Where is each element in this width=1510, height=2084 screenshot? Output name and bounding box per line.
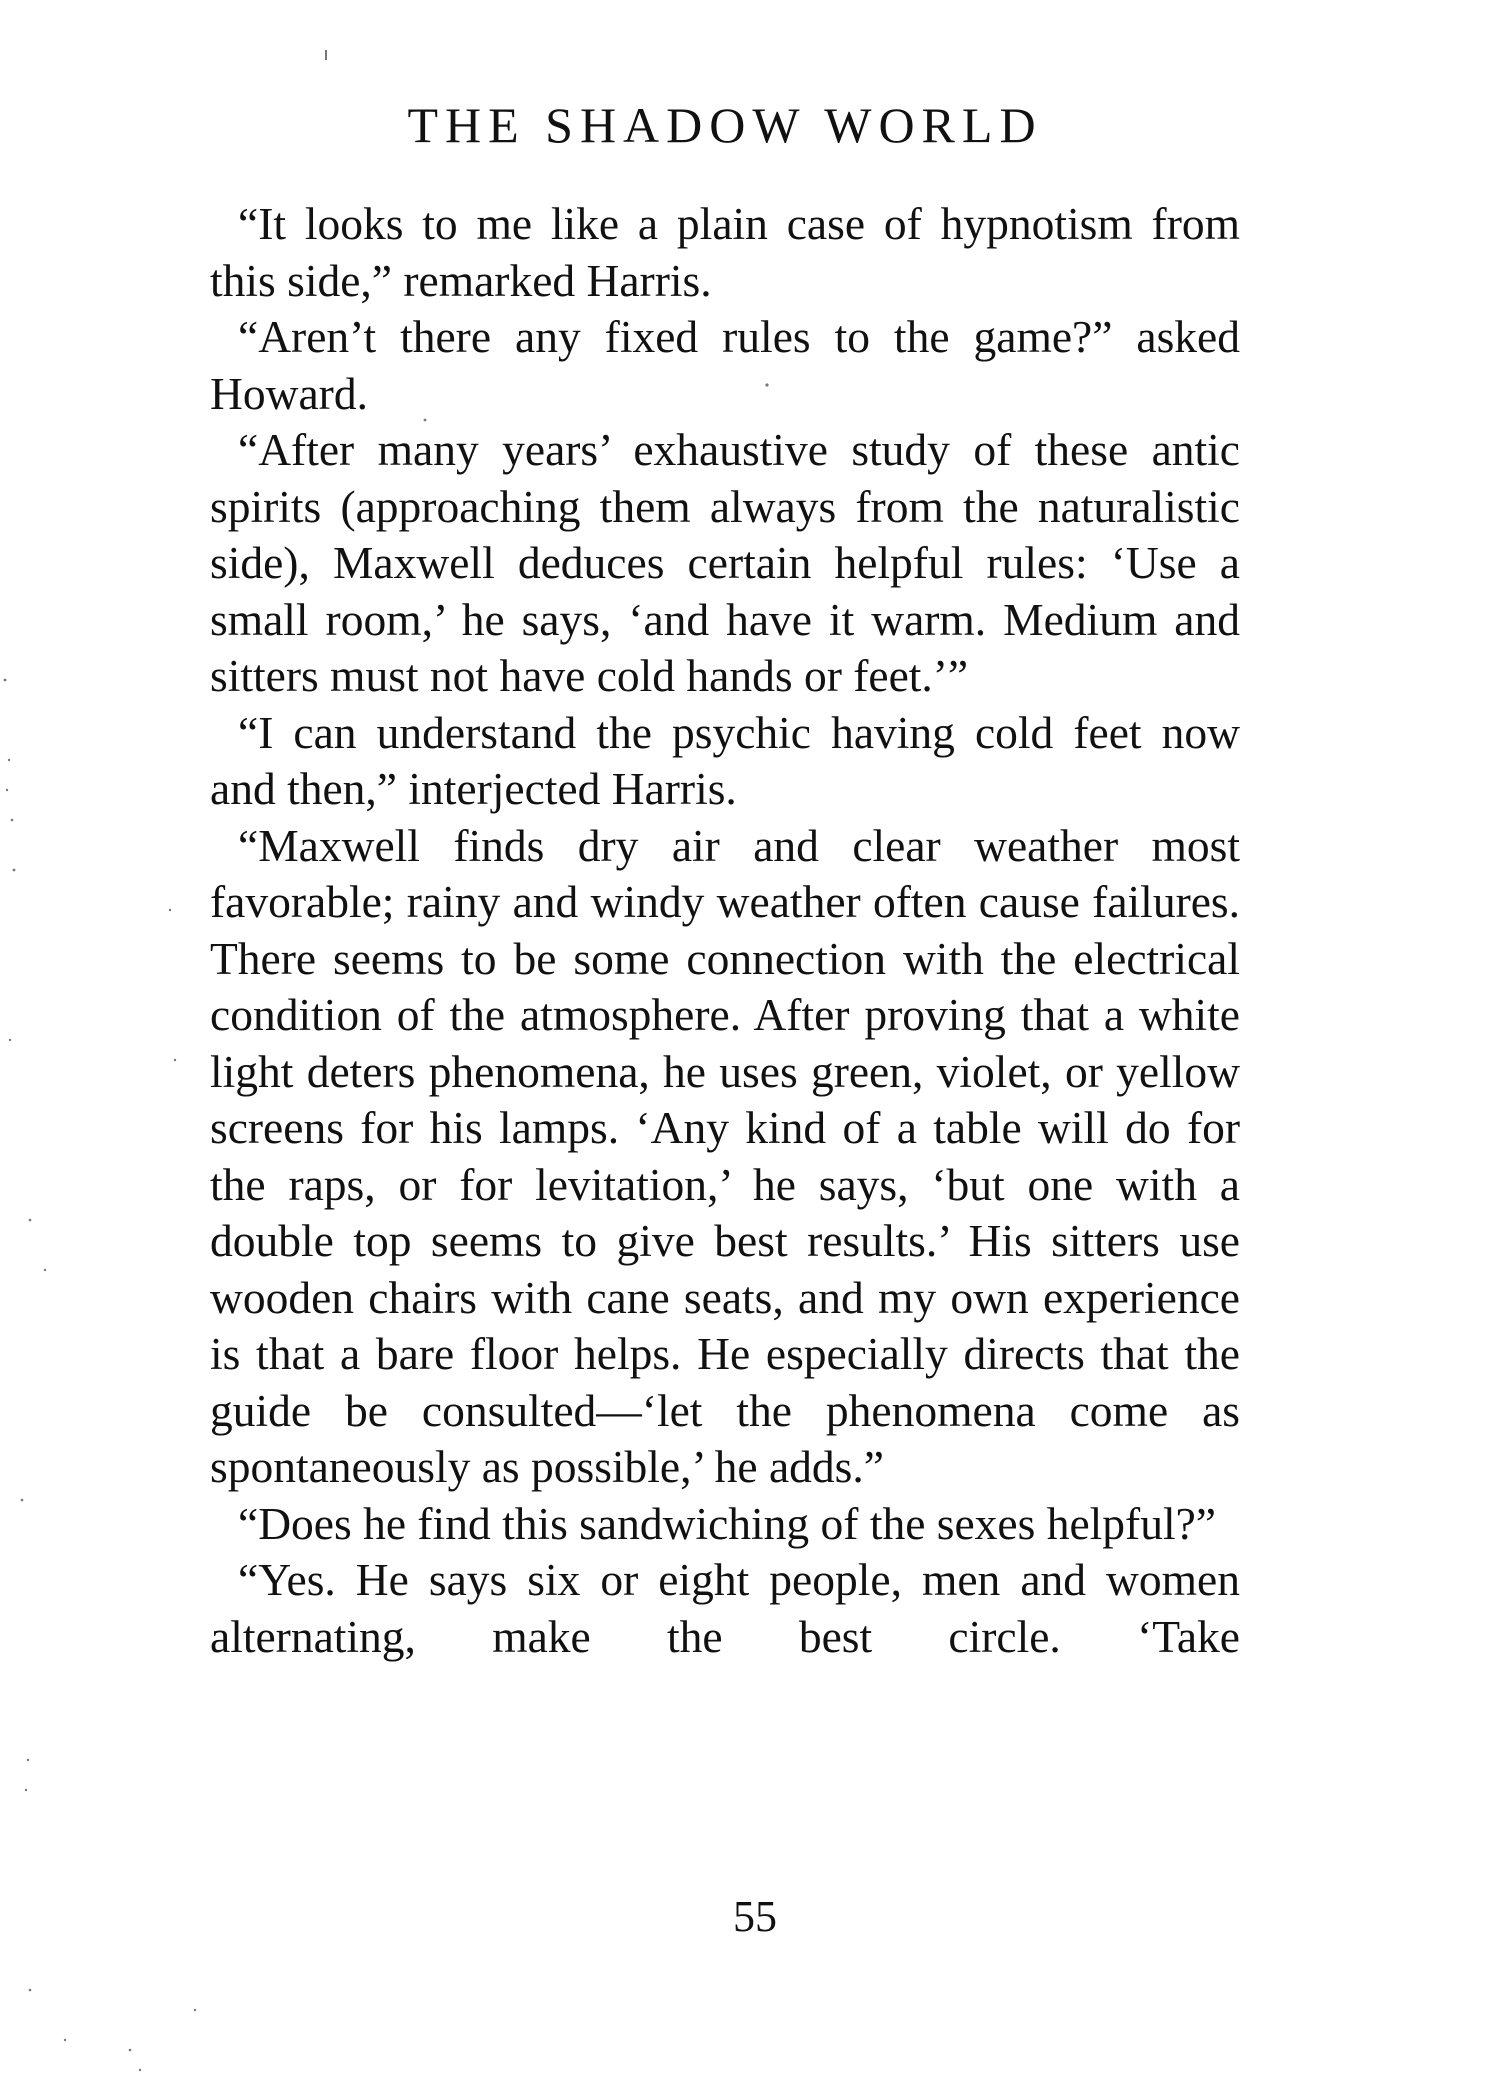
paragraph: “After many years’ exhaustive study of these antic spirits (approaching them always from the naturalistic side), Maxwell deduces certain helpful rules: ‘Use a small room,’ he says, ‘and have it warm. Medium and sitters must not have cold hands or feet.’” [210,424,1240,701]
page-number: 55 [733,1892,777,1941]
running-head: THE SHADOW WORLD [407,97,1043,153]
body-text [210,196,1240,1665]
paragraph: “Maxwell finds dry air and clear weather most favorable; rainy and windy weather often cause failures. There seems to be some connection with the electrical condition of the atmosphere. After proving that a white light deters phenomena, he uses green, violet, or yellow screens for his lamps. ‘Any kind of a table will do for the raps, or for levitation,’ he says, ‘but one with a double top seems to give best results.’ His sitters use wooden chairs with cane seats, and my own experience is that a bare floor helps. He especially directs that the guide be consulted—‘let the phenomena come as spontaneously as possible,’ he adds.” [210,819,1240,1492]
paragraph: “Does he find this sandwiching of the sexes helpful?” [238,1497,1216,1549]
paragraph: “I can understand the psychic having cold feet now and then,” interjected Harris. [210,706,1240,814]
paragraph: “Aren’t there any fixed rules to the game?” asked Howard. [210,311,1240,419]
paragraph-continued: “Yes. He says six or eight people, men and women alternating, make the best circle. ‘Take [210,1554,1240,1662]
paragraph: “It looks to me like a plain case of hypnotism from this side,” remarked Harris. [210,198,1240,306]
